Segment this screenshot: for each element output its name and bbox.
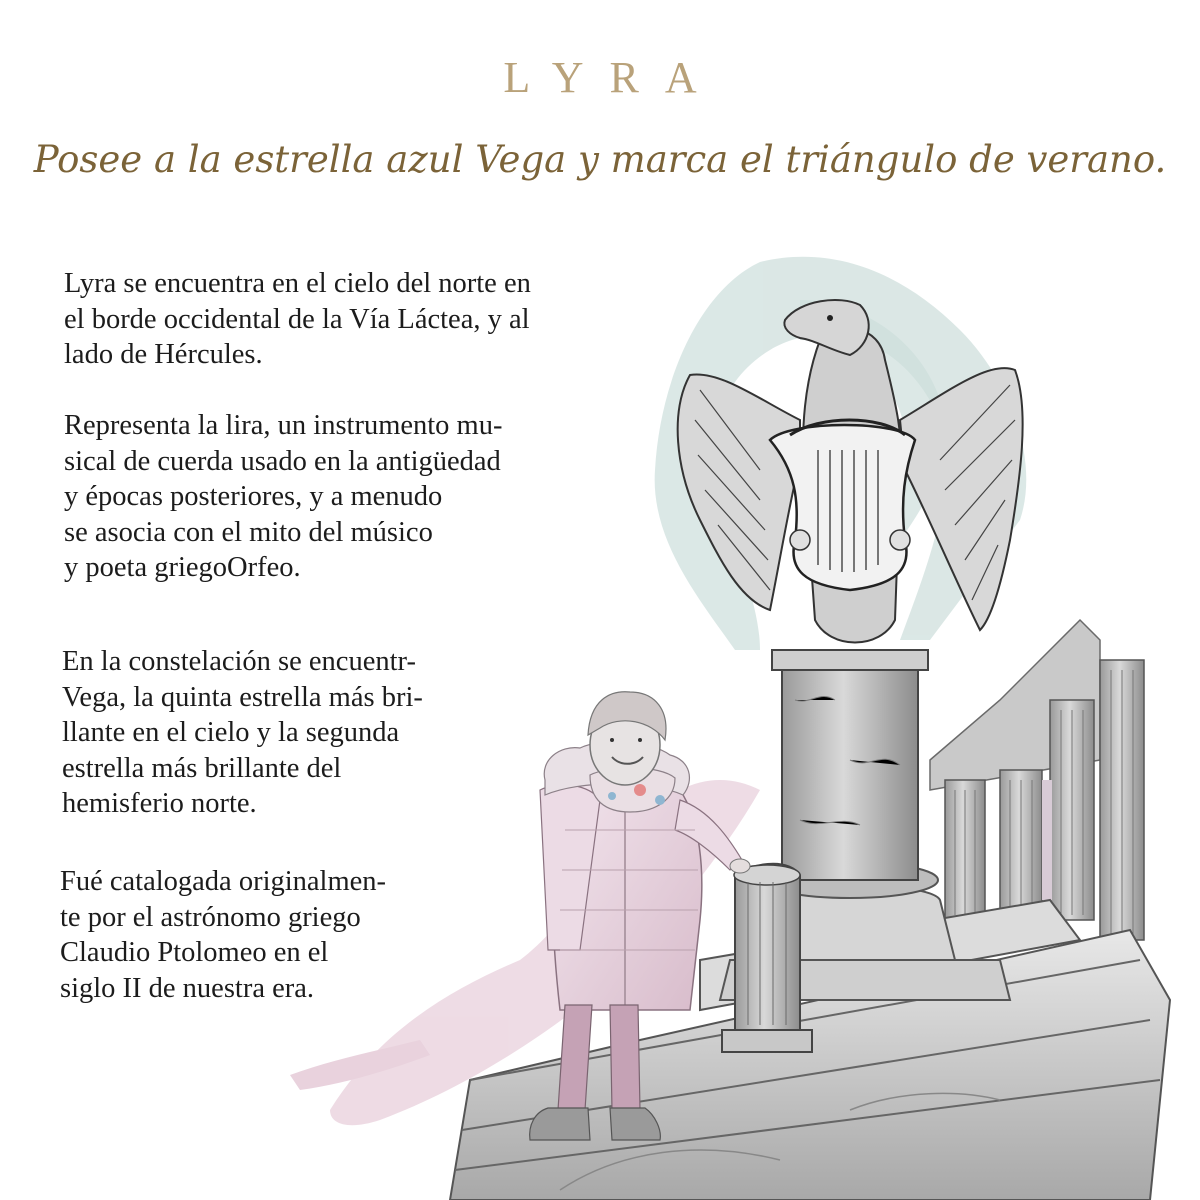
paragraph-line: lado de Hércules. [64, 339, 263, 370]
ruins [930, 620, 1144, 940]
paragraph-line: Claudio Ptolomeo en el [60, 937, 329, 968]
paragraph-line: el borde occidental de la Vía Láctea, y al [64, 303, 530, 335]
paragraph-line: En la constelación se encuentr- [62, 646, 416, 677]
page-subtitle: Posee a la estrella azul Vega y marca el triángulo de verano. [33, 138, 1167, 181]
paragraph-line: estrella más brillante del [62, 752, 342, 784]
paragraph-line: siglo II de nuestra era. [60, 972, 315, 1004]
paragraph-line: Representa la lira, un instrumento mu- [64, 410, 503, 441]
paragraph-line: se asocia con el mito del músico [64, 516, 433, 548]
illustration [280, 240, 1200, 1200]
paragraph-line: llante en el cielo y la segunda [62, 717, 400, 748]
paragraph-line: Vega, la quinta estrella más bri- [62, 681, 423, 713]
paragraph-line: Fué catalogada originalmen- [60, 866, 387, 897]
paragraph-line: te por el astrónomo griego [60, 901, 361, 933]
broken-column [722, 864, 812, 1052]
paragraph-line: y épocas posteriores, y a menudo [64, 481, 443, 512]
page-title: LYRA [503, 53, 723, 102]
paragraph-line: y poeta griegoOrfeo. [64, 552, 301, 583]
paragraph-line: Lyra se encuentra en el cielo del norte en [64, 268, 531, 299]
paragraph-line: sical de cuerda usado en la antigüedad [64, 445, 501, 477]
paragraph-line: hemisferio norte. [62, 788, 257, 819]
